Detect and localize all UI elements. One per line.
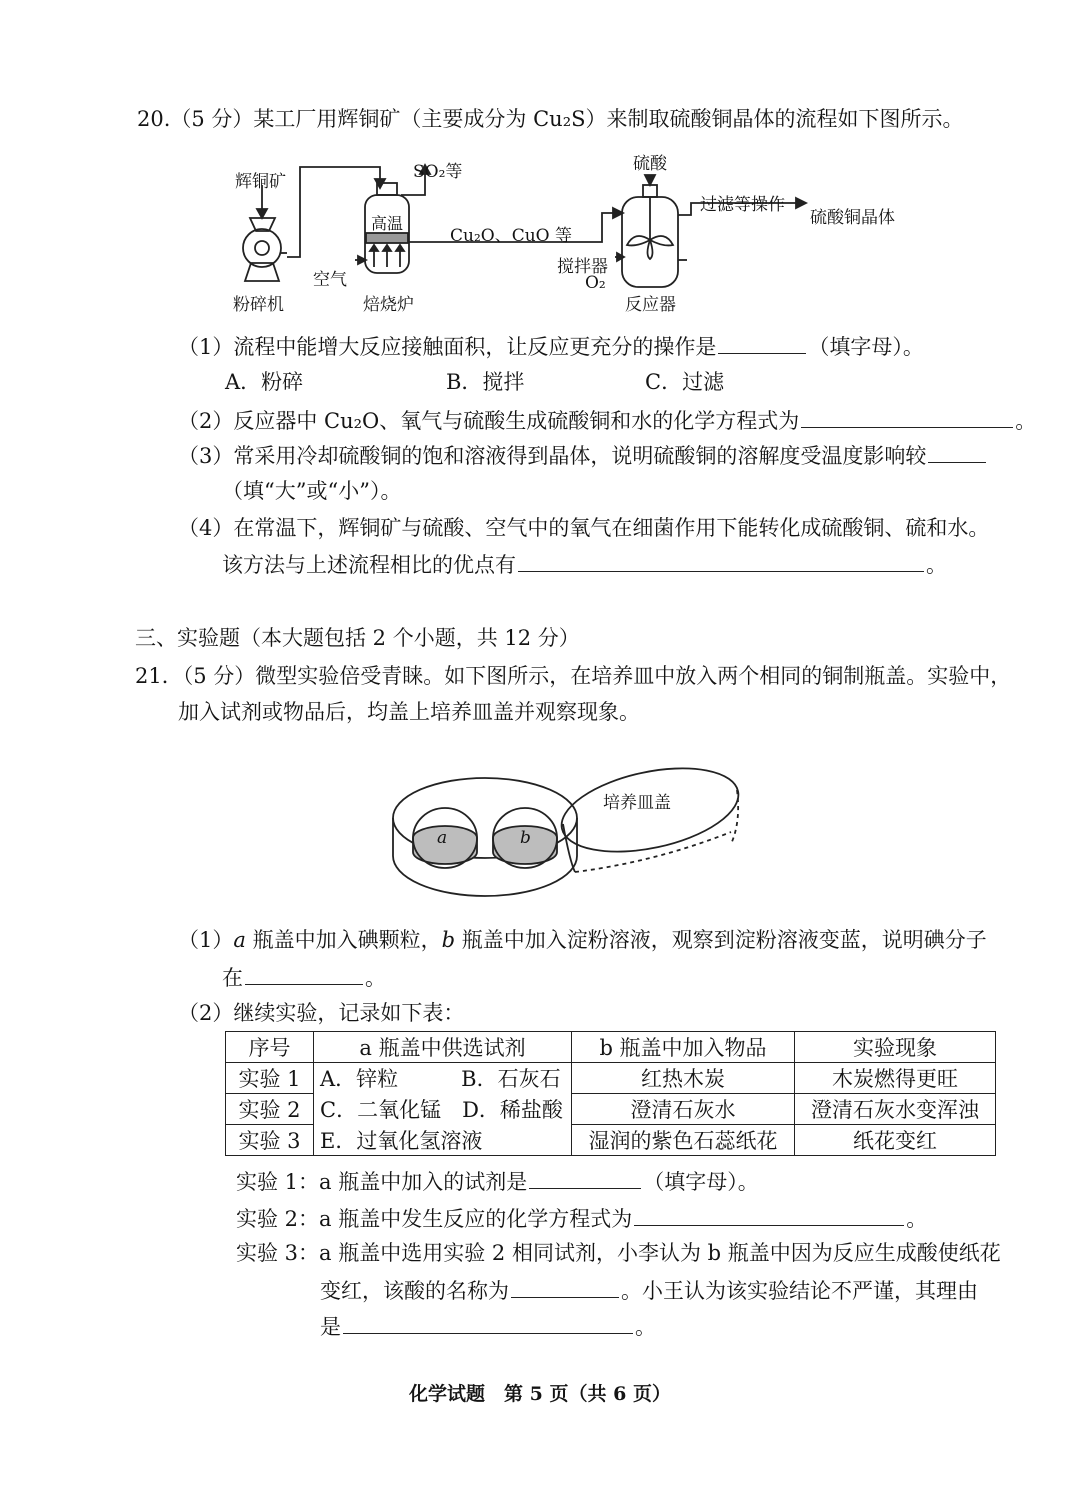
petri-dish-diagram bbox=[385, 752, 745, 902]
q21-part1 bbox=[178, 925, 987, 955]
q20-option-a: A．粉碎 bbox=[225, 370, 304, 394]
label-reactor: 反应器 bbox=[625, 295, 676, 315]
label-ore: 辉铜矿 bbox=[235, 172, 286, 192]
q21-part1-text2: 瓶盖中加入淀粉溶液，观察到淀粉溶液变蓝，说明碘分子 bbox=[455, 928, 987, 952]
exp3-question: 实验 3：a 瓶盖中选用实验 2 相同试剂，小李认为 b 瓶盖中因为反应生成酸使纸花 bbox=[236, 1241, 1001, 1265]
label-o2: O₂ bbox=[585, 273, 606, 293]
answer-blank[interactable] bbox=[801, 405, 1013, 428]
experiment-table bbox=[225, 1031, 996, 1156]
exp1-question bbox=[236, 1166, 759, 1197]
table-cell: A．锌粒 B．石灰石 bbox=[314, 1063, 572, 1094]
header-cell: a 瓶盖中供选试剂 bbox=[314, 1032, 572, 1063]
answer-blank[interactable] bbox=[518, 549, 924, 572]
q20-part4-text: 该方法与上述流程相比的优点有 bbox=[222, 553, 516, 577]
petri-dish-svg bbox=[385, 752, 745, 902]
header-cell: 实验现象 bbox=[795, 1032, 996, 1063]
answer-blank[interactable] bbox=[529, 1166, 641, 1189]
q20-part2-tail: 。 bbox=[1015, 409, 1037, 433]
q20-part4-line2 bbox=[222, 549, 947, 580]
table-cell: E．过氧化氢溶液 bbox=[314, 1125, 572, 1156]
q20-part3 bbox=[178, 440, 988, 471]
header-cell: 序号 bbox=[226, 1032, 314, 1063]
answer-blank[interactable] bbox=[928, 440, 986, 463]
table-cell: C．二氧化锰 D．稀盐酸 bbox=[314, 1094, 572, 1125]
page-footer: 化学试题 第 5 页（共 6 页） bbox=[409, 1383, 671, 1405]
answer-blank[interactable] bbox=[245, 962, 363, 985]
answer-blank[interactable] bbox=[718, 331, 806, 354]
table-cell: 湿润的紫色石蕊纸花 bbox=[572, 1125, 795, 1156]
table-cell: 纸花变红 bbox=[795, 1125, 996, 1156]
table-row bbox=[226, 1063, 996, 1094]
exp1-text: 实验 1：a 瓶盖中加入的试剂是 bbox=[236, 1170, 528, 1194]
q21-part1-tail: 。 bbox=[365, 966, 386, 990]
exp3-line2 bbox=[320, 1275, 978, 1306]
section-heading: 三、实验题（本大题包括 2 个小题，共 12 分） bbox=[135, 626, 580, 650]
label-so2: SO₂等 bbox=[413, 162, 463, 182]
table-header bbox=[226, 1032, 996, 1063]
table-cell: 木炭燃得更旺 bbox=[795, 1063, 996, 1094]
cap-b-label: b bbox=[520, 828, 531, 848]
exp3-line3-tail: 。 bbox=[635, 1315, 656, 1339]
table-cell: 澄清石灰水 bbox=[572, 1094, 795, 1125]
table-cell: 澄清石灰水变浑浊 bbox=[795, 1094, 996, 1125]
exp3-line3 bbox=[320, 1311, 656, 1342]
table-row bbox=[226, 1125, 996, 1156]
q20-stem: 20.（5 分）某工厂用辉铜矿（主要成分为 Cu₂S）来制取硫酸铜晶体的流程如下图所示。 bbox=[137, 107, 964, 131]
q20-part1-tail: （填字母）。 bbox=[808, 335, 924, 359]
q21-part2: （2）继续实验，记录如下表： bbox=[178, 1001, 465, 1025]
exp3-line2-mid: 。小王认为该实验结论不严谨，其理由 bbox=[621, 1279, 978, 1303]
answer-blank[interactable] bbox=[343, 1311, 633, 1334]
cap-a-label: a bbox=[437, 828, 448, 848]
table-cell: 红热木炭 bbox=[572, 1063, 795, 1094]
label-air: 空气 bbox=[313, 270, 347, 290]
q20-part3-text: （3）常采用冷却硫酸铜的饱和溶液得到晶体，说明硫酸铜的溶解度受温度影响较 bbox=[178, 444, 927, 468]
q21-part1-line2 bbox=[222, 962, 386, 993]
label-intermediate: Cu₂O、CuO 等 bbox=[450, 226, 573, 246]
var-b: b bbox=[441, 928, 456, 952]
q20-option-c: C．过滤 bbox=[645, 370, 725, 394]
label-product: 硫酸铜晶体 bbox=[810, 208, 895, 228]
answer-blank[interactable] bbox=[511, 1275, 619, 1298]
q20-part1 bbox=[178, 331, 924, 362]
q20-part2 bbox=[178, 405, 1036, 436]
q21-part1-prefix: （1） bbox=[178, 928, 234, 952]
label-high-temp: 高温 bbox=[371, 214, 404, 233]
table-cell: 实验 1 bbox=[226, 1063, 314, 1094]
q21-part1-line2-text: 在 bbox=[222, 966, 243, 990]
q20-part2-text: （2）反应器中 Cu₂O、氧气与硫酸生成硫酸铜和水的化学方程式为 bbox=[178, 409, 800, 433]
q20-part4: （4）在常温下，辉铜矿与硫酸、空气中的氧气在细菌作用下能转化成硫酸铜、硫和水。 bbox=[178, 516, 990, 540]
exp2-text: 实验 2：a 瓶盖中发生反应的化学方程式为 bbox=[236, 1207, 633, 1231]
table-row bbox=[226, 1094, 996, 1125]
answer-blank[interactable] bbox=[634, 1203, 904, 1226]
table-cell: 实验 3 bbox=[226, 1125, 314, 1156]
q20-part3-line2: （填“大”或“小”）。 bbox=[222, 479, 402, 503]
exp1-tail: （填字母）。 bbox=[643, 1170, 759, 1194]
exp2-tail: 。 bbox=[906, 1207, 928, 1231]
exp3-line3-text: 是 bbox=[320, 1315, 341, 1339]
label-acid: 硫酸 bbox=[633, 154, 667, 174]
header-cell: b 瓶盖中加入物品 bbox=[572, 1032, 795, 1063]
label-crusher: 粉碎机 bbox=[233, 295, 284, 315]
q20-option-b: B．搅拌 bbox=[446, 370, 525, 394]
label-filter: 过滤等操作 bbox=[700, 195, 785, 215]
exp2-question bbox=[236, 1203, 927, 1234]
q20-part4-tail: 。 bbox=[926, 553, 947, 577]
var-a: a bbox=[233, 928, 246, 952]
q21-stem-line1: 21．（5 分）微型实验倍受青睐。如下图所示，在培养皿中放入两个相同的铜制瓶盖。实验中， bbox=[135, 664, 1012, 688]
q20-part1-text: （1）流程中能增大反应接触面积，让反应更充分的操作是 bbox=[178, 335, 717, 359]
q21-stem-line2: 加入试剂或物品后，均盖上培养皿盖并观察现象。 bbox=[178, 700, 640, 724]
flow-diagram bbox=[225, 145, 945, 315]
label-stirrer: 搅拌器 bbox=[557, 257, 608, 277]
exp3-line2-text: 变红，该酸的名称为 bbox=[320, 1279, 509, 1303]
q21-part1-text1: 瓶盖中加入碘颗粒， bbox=[245, 928, 442, 952]
table-cell: 实验 2 bbox=[226, 1094, 314, 1125]
dish-lid-label: 培养皿盖 bbox=[603, 793, 671, 813]
label-roaster: 焙烧炉 bbox=[363, 295, 414, 315]
